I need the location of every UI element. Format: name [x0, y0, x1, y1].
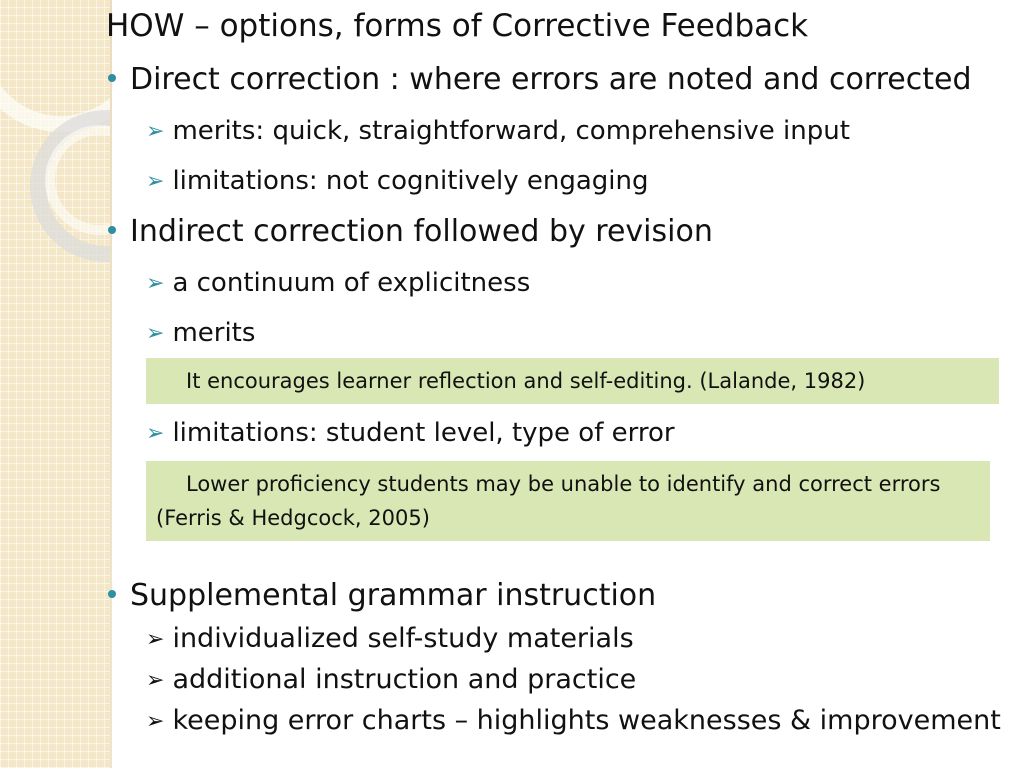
arrowhead-bullet-icon: ➢: [146, 421, 165, 446]
quote-lalande: It encourages learner reflection and self-editing. (Lalande, 1982): [146, 358, 999, 404]
decorative-side-panel: [0, 0, 112, 768]
subbullet-text: merits: quick, straightforward, comprehensive input: [172, 116, 850, 146]
subbullet-text: merits: [172, 318, 256, 348]
subbullet-additional-instruction: [146, 664, 636, 695]
bullet-direct-correction: [108, 62, 972, 97]
subbullet-text: individualized self-study materials: [172, 623, 634, 654]
arrowhead-bullet-icon: ➢: [146, 709, 165, 734]
subbullet-text: a continuum of explicitness: [172, 268, 531, 298]
arrowhead-bullet-icon: ➢: [146, 321, 165, 346]
bullet-indirect-correction: [108, 214, 713, 249]
subbullet-limitations-direct: [146, 166, 649, 196]
arrowhead-bullet-icon: ➢: [146, 627, 165, 652]
dot-bullet-icon: [108, 590, 116, 598]
subbullet-text: additional instruction and practice: [172, 664, 637, 695]
quote-ferris-hedgcock: Lower proficiency students may be unable to identify and correct errors (Ferris & Hedgcock, 2005): [146, 461, 990, 541]
subbullet-merits-indirect: [146, 318, 255, 348]
arrowhead-bullet-icon: ➢: [146, 271, 165, 296]
subbullet-error-charts: [146, 705, 1001, 736]
bullet-text: Direct correction : where errors are noted and corrected: [130, 62, 972, 97]
slide-title: HOW – options, forms of Corrective Feedback: [106, 8, 809, 44]
subbullet-limitations-indirect: [146, 418, 675, 448]
subbullet-self-study: [146, 623, 634, 654]
subbullet-continuum: [146, 268, 530, 298]
dot-bullet-icon: [108, 74, 116, 82]
arrowhead-bullet-icon: ➢: [146, 169, 165, 194]
bullet-text: Supplemental grammar instruction: [130, 578, 657, 613]
subbullet-text: limitations: student level, type of error: [172, 418, 675, 448]
arrowhead-bullet-icon: ➢: [146, 668, 165, 693]
subbullet-text: limitations: not cognitively engaging: [172, 166, 649, 196]
bullet-supplemental-grammar: [108, 578, 656, 613]
dot-bullet-icon: [108, 226, 116, 234]
side-panel-edge: [110, 0, 112, 768]
subbullet-text: keeping error charts – highlights weaknesses & improvement: [172, 705, 1001, 736]
arrowhead-bullet-icon: ➢: [146, 119, 165, 144]
subbullet-merits-direct: [146, 116, 850, 146]
bullet-text: Indirect correction followed by revision: [130, 214, 713, 249]
